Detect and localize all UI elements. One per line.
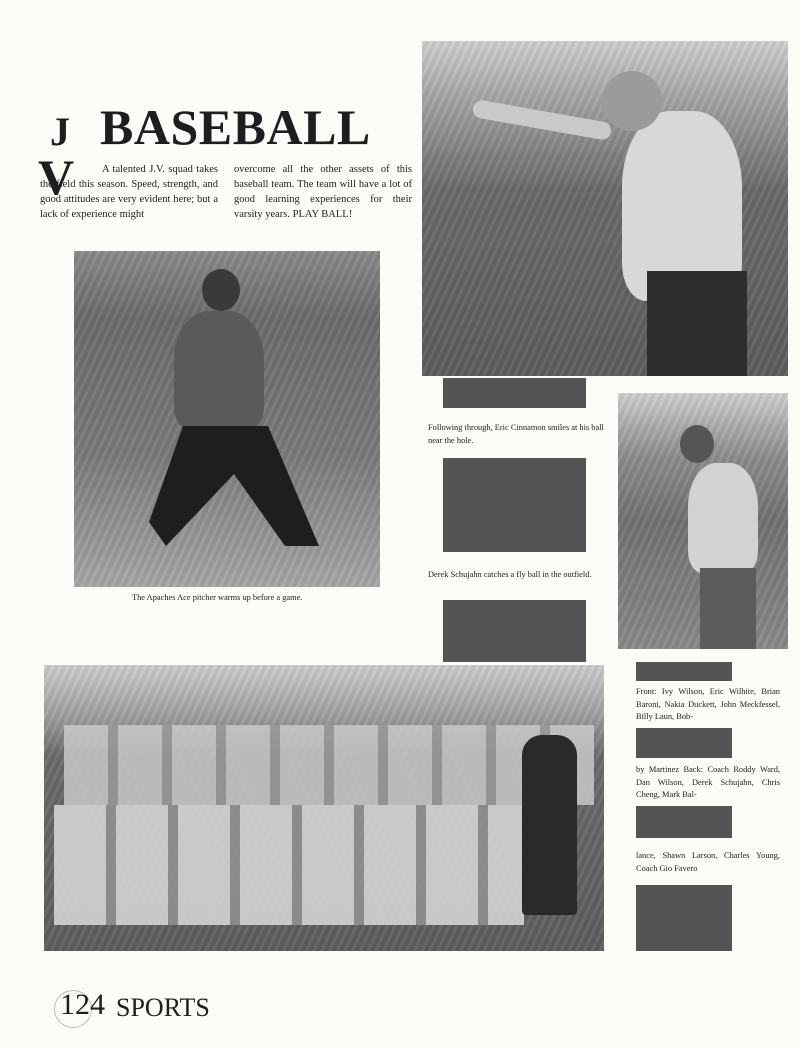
photo-team [44, 665, 604, 951]
player-legs [647, 271, 747, 376]
photo-outfielder-catch [422, 41, 788, 376]
team-back-row [64, 725, 594, 805]
page-title: BASEBALL [100, 99, 371, 155]
caption-block [636, 806, 732, 838]
caption-block [636, 728, 732, 758]
caption-block [636, 885, 732, 951]
caption-roster-3: lance, Shawn Larson, Charles Young, Coach Gio Favero [636, 851, 780, 873]
fielder-head [680, 425, 714, 463]
pitcher-torso [174, 311, 264, 431]
fielder-legs [700, 568, 756, 649]
fielder-figure [688, 463, 758, 573]
caption-block [443, 458, 586, 552]
intro-column-1: A talented J.V. squad takes the field this season. Speed, strength, and good attitudes are very evident here; but a lack of experience might [40, 164, 218, 220]
section-name: SPORTS [116, 993, 210, 1022]
caption-block [636, 662, 732, 681]
caption-roster-1: Front: Ivy Wilson, Eric Wilhite, Brian Baroni, Nakia Duckett, John Meckfessel, Billy Laun, Bob- [636, 687, 780, 721]
photo-fielder [618, 393, 788, 649]
caption-schujahn: Derek Schujahn catches a fly ball in the outfield. [428, 570, 592, 579]
caption-pitcher: The Apaches Ace pitcher warms up before a game. [132, 593, 303, 602]
drop-cap-v: V [38, 149, 75, 205]
caption-block [443, 378, 586, 408]
caption-cinnamon: Following through, Eric Cinnamon smiles at his ball near the hole. [428, 423, 604, 445]
title-initial-j: J [50, 109, 70, 154]
coach-figure [522, 735, 577, 915]
caption-roster-2: by Martinez Back: Coach Roddy Ward, Dan Wilson, Derek Schujahn, Chris Cheng, Mark Bal- [636, 765, 780, 799]
player-arm [472, 99, 613, 141]
caption-block [443, 600, 586, 662]
player-head [602, 71, 662, 131]
intro-column-2: overcome all the other assets of this baseball team. The team will have a lot of good learning experiences for their varsity years. PLAY BALL! [234, 164, 412, 220]
photo-pitcher [74, 251, 380, 587]
team-front-row [54, 805, 524, 925]
pitcher-head [202, 269, 240, 311]
page-number: 124 [60, 988, 105, 1021]
pitcher-legs [149, 426, 319, 546]
